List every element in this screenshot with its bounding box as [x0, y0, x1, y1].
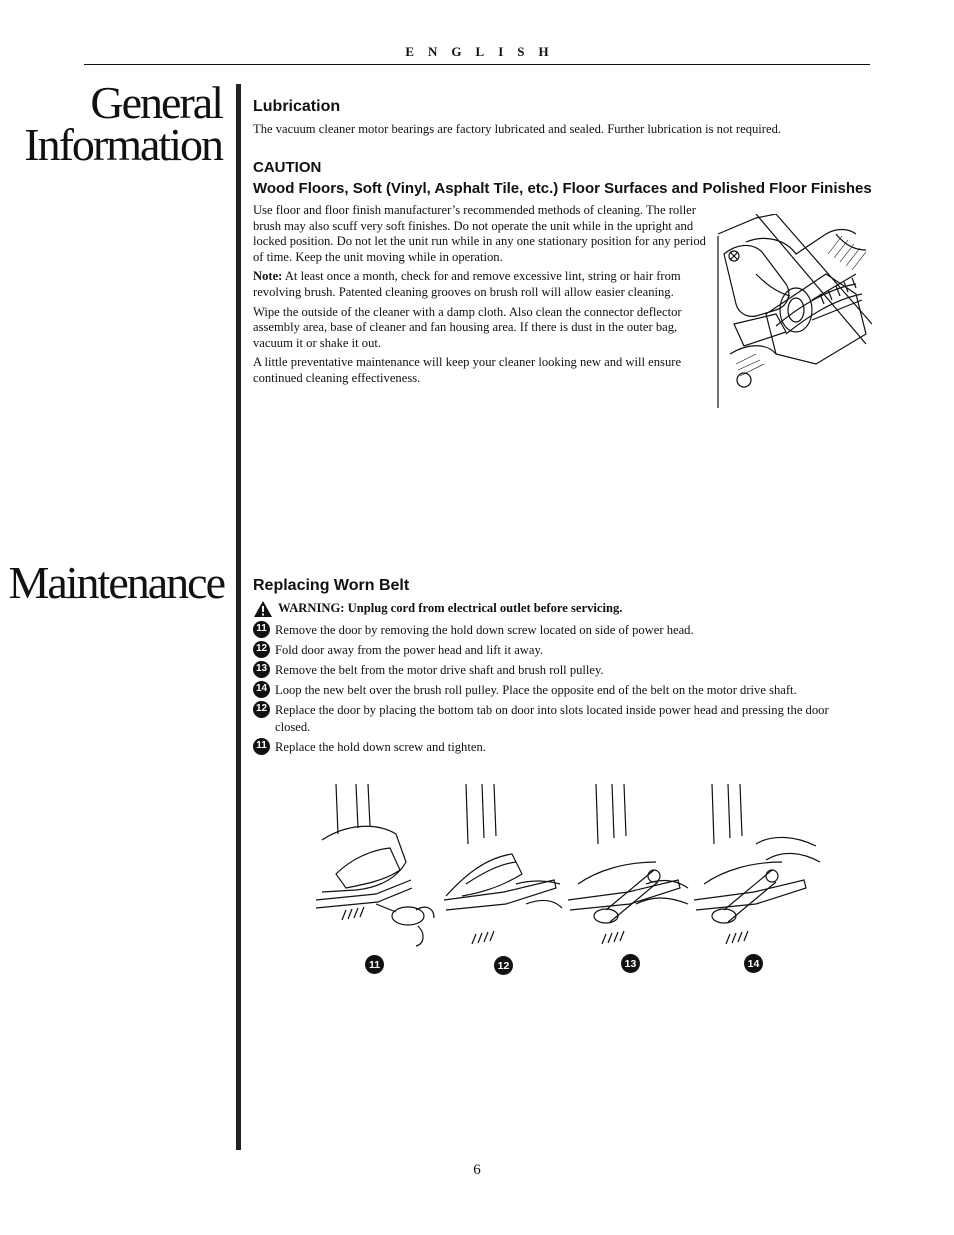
step-number: 14 [253, 681, 270, 698]
title-line-1: General [90, 77, 222, 128]
step-number: 11 [253, 738, 270, 755]
warning-text: WARNING: Unplug cord from electrical outlet before servicing. [278, 601, 623, 616]
caution-subheading: Wood Floors, Soft (Vinyl, Asphalt Tile, etc.) Floor Surfaces and Polished Floor Finishes [253, 180, 872, 197]
step-number: 11 [253, 621, 270, 638]
step-item [253, 662, 838, 679]
step-text: Replace the door by placing the bottom tab on door into slots located inside power head and pressing the door closed. [275, 703, 829, 734]
caution-body [253, 203, 709, 387]
language-header: ENGLISH [405, 44, 563, 59]
step-text: Loop the new belt over the brush roll pulley. Place the opposite end of the belt on the motor drive shaft. [275, 683, 797, 697]
note-label: Note: [253, 269, 283, 284]
wipe-paragraph: Wipe the outside of the cleaner with a damp cloth. Also clean the connector deflector assembly area, base of cleaner and fan housing area. If there is dust in the outer bag, vacuum it or shake it out. [253, 304, 682, 350]
replacing-belt-heading: Replacing Worn Belt [253, 577, 410, 594]
warning-triangle-icon [253, 600, 273, 618]
figure-label-13: 13 [621, 954, 640, 973]
figure-label-11: 11 [365, 955, 384, 974]
maintenance-title: Maintenance [8, 557, 224, 608]
page-number: 6 [473, 1162, 481, 1178]
belt-steps-list [253, 622, 838, 759]
step-item [253, 739, 838, 756]
step-item [253, 622, 838, 639]
lubrication-text: The vacuum cleaner motor bearings are factory lubricated and sealed. Further lubrication is not required. [253, 122, 782, 136]
step-number: 13 [253, 661, 270, 678]
header-rule [84, 64, 870, 65]
figure-label-14: 14 [744, 954, 763, 973]
step-item [253, 682, 838, 699]
floor-care-paragraph: Use floor and floor finish manufacturer’s recommended methods of cleaning. The roller brush may also scuff very soft finishes. Do not operate the unit while in the upright and locked position. Do not let the unit run while in any one stationary position for any period of time. Keep the unit moving while in operation. [253, 203, 706, 264]
step-number: 12 [253, 701, 270, 718]
warning-line [253, 600, 622, 618]
step-text: Remove the belt from the motor drive shaft and brush roll pulley. [275, 663, 604, 677]
step-item [253, 702, 838, 735]
lubrication-heading: Lubrication [253, 98, 341, 115]
brush-cleaning-illustration [716, 214, 872, 408]
belt-replacement-illustrations [316, 784, 822, 956]
step-item [253, 642, 838, 659]
step-text: Fold door away from the power head and lift it away. [275, 643, 544, 657]
maintenance-tip-paragraph: A little preventative maintenance will keep your cleaner looking new and will ensure continued cleaning effectiveness. [253, 355, 682, 385]
title-line-2: Information [24, 119, 222, 170]
section-divider-bar [236, 84, 241, 1150]
caution-label: CAUTION [253, 159, 322, 176]
general-information-title [2, 77, 222, 170]
figure-label-12: 12 [494, 956, 513, 975]
note-paragraph [253, 269, 709, 300]
note-text: At least once a month, check for and remove excessive lint, string or hair from revolving brush. Patented cleaning grooves on brush roll will allow easier cleaning. [253, 269, 681, 299]
step-text: Replace the hold down screw and tighten. [275, 739, 486, 754]
step-number: 12 [253, 641, 270, 658]
step-text: Remove the door by removing the hold down screw located on side of power head. [275, 623, 694, 637]
